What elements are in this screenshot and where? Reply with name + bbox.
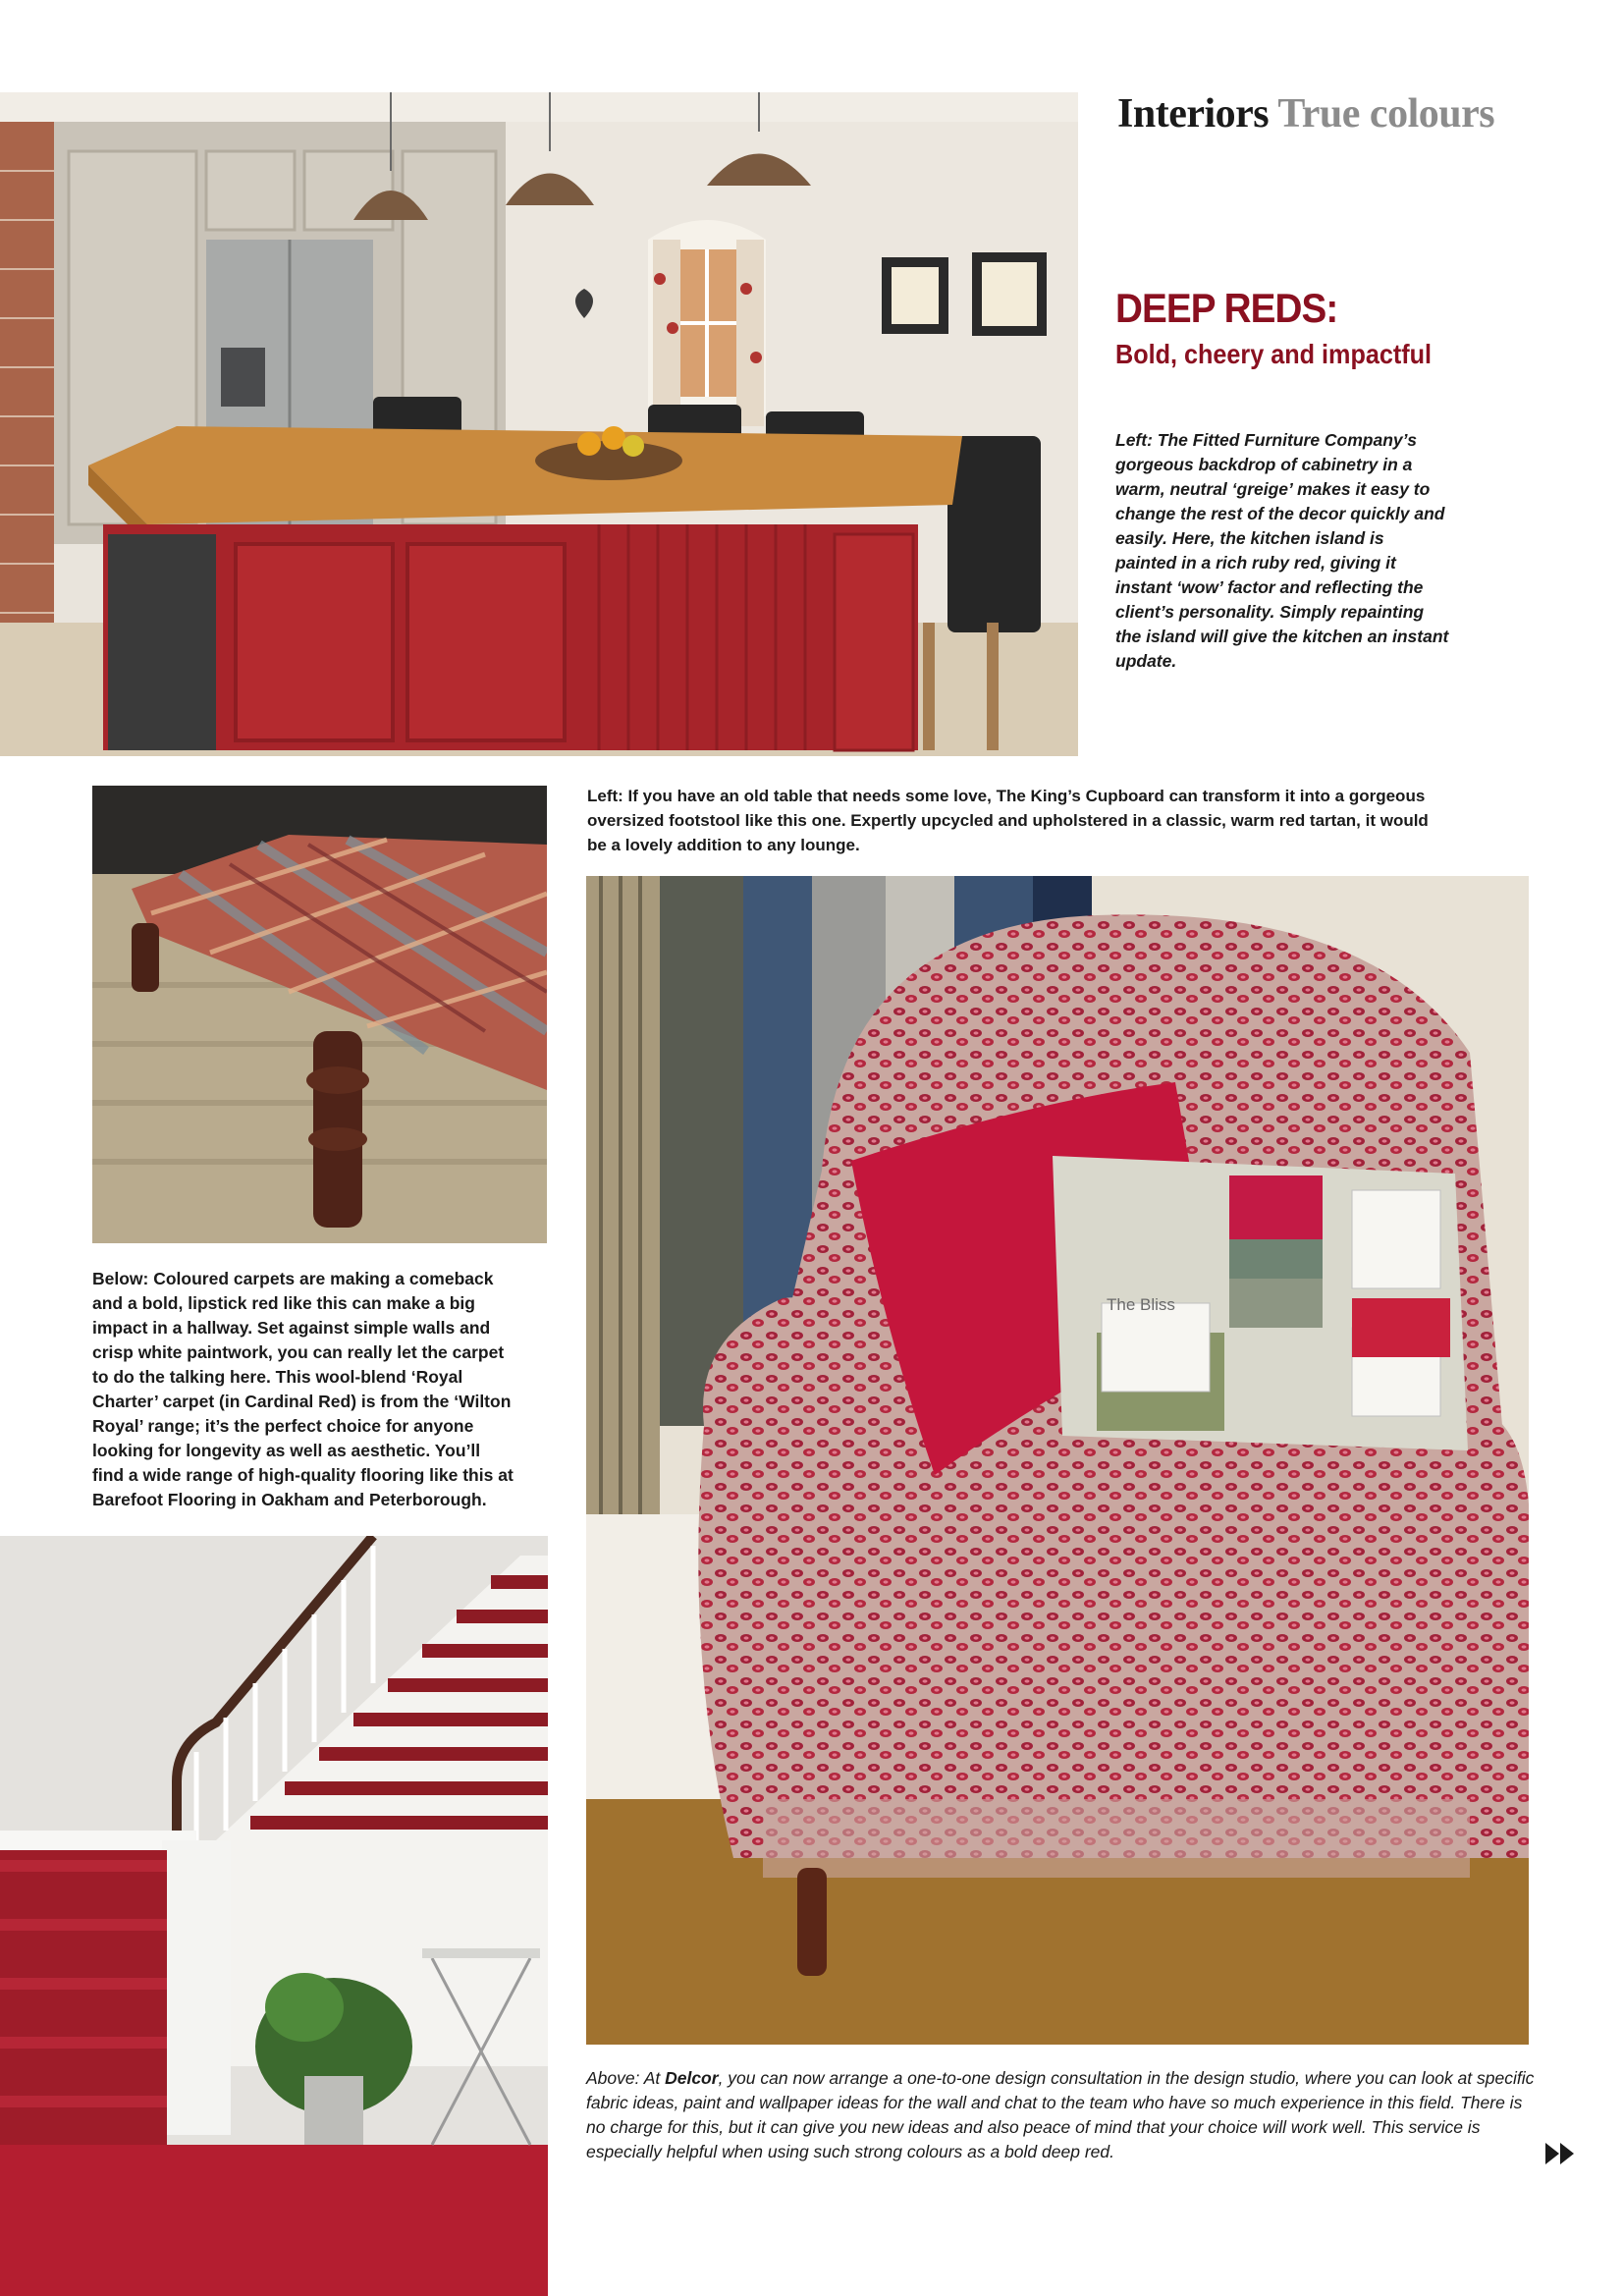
footstool-caption-lead: Left: If you have an old table that needs some love, <box>587 787 997 805</box>
footstool-caption-text: can transform it into a gorgeous oversized footstool like this one. Expertly upcycled and upholstered in a classic, warm red tartan, it would be a lovely addition to any lounge. <box>587 787 1429 854</box>
running-head <box>1117 90 1579 137</box>
article-subheadline: Bold, cheery and impactful <box>1115 339 1433 369</box>
footstool-photo <box>92 786 547 1243</box>
carpet-caption <box>92 1267 514 1512</box>
footstool-caption <box>587 784 1451 857</box>
delcor-caption-lead: Above: At <box>586 2068 666 2088</box>
armchair-photo <box>586 876 1529 2045</box>
section-topic: True colours <box>1277 91 1495 137</box>
kitchen-caption-lead: Left: <box>1115 430 1158 450</box>
section-name: Interiors <box>1117 91 1270 137</box>
kitchen-caption-text: ’s gorgeous backdrop of cabinetry in a warm, neutral ‘greige’ makes it easy to change the rest of the decor quickly and easily. Here, the kitchen island is painted in a rich ruby red, giving it instant ‘wow’ factor and reflecting the client’s personality. Simply repainting the island will give the kitchen an instant update. <box>1115 430 1449 671</box>
delcor-caption-text: , you can now arrange a one-to-one design consultation in the design studio, where you can look at specific fabric ideas, paint and wallpaper ideas for the wall and chat to the team who have so much experience in this field. There is no charge for this, but it can give you new ideas and also peace of mind that your choice will work well. This service is especially helpful when using such strong colours as a bold deep red. <box>586 2068 1535 2161</box>
delcor-caption <box>586 2066 1539 2164</box>
delcor-caption-brand: Delcor <box>665 2068 719 2088</box>
double-chevron-right-icon[interactable] <box>1545 2143 1575 2164</box>
kitchen-photo <box>0 92 1078 756</box>
article-headline: DEEP REDS: <box>1115 285 1338 331</box>
footstool-caption-brand: The King’s Cupboard <box>996 787 1164 805</box>
kitchen-caption <box>1115 428 1449 674</box>
swatch-board-label: The Bliss <box>1107 1295 1175 1314</box>
carpet-caption-text: in Oakham and Peterborough. <box>236 1490 487 1509</box>
staircase-photo <box>0 1536 548 2296</box>
carpet-caption-brand: Barefoot Flooring <box>92 1490 237 1509</box>
carpet-caption-lead: Below: Coloured carpets are making a comeback and a bold, lipstick red like this can make a big impact in a hallway. Set against simple walls and crisp white paintwork, you can really let the carpet to do the talking here. This wool-blend ‘Royal Charter’ carpet (in Cardinal Red) is from the ‘Wilton Royal’ range; it’s the perfect choice for anyone looking for longevity as well as aesthetic. You’ll find a wide range of high-quality flooring like this at <box>92 1269 514 1485</box>
kitchen-caption-brand: The Fitted Furniture Company <box>1157 430 1403 450</box>
